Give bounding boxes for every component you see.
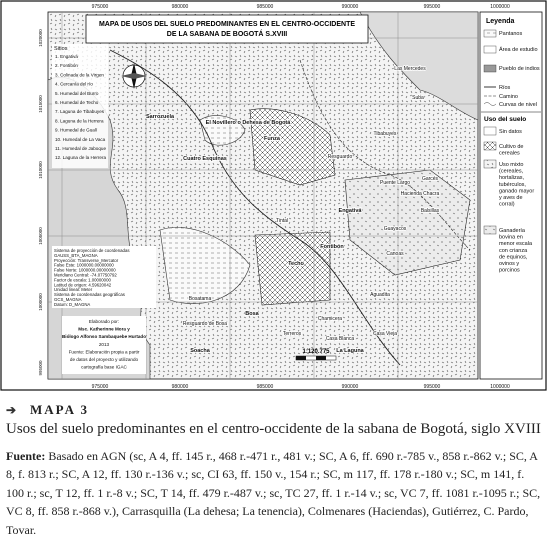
legend-swatch-area — [484, 46, 496, 53]
left-coordinate-label: 1005000 — [38, 227, 43, 245]
place-name: Resguardo de Bosa — [182, 321, 228, 327]
credits-line: de datos del proyecto y utilizando — [69, 357, 139, 362]
map-title-line2: DE LA SABANA DE BOGOTÁ S.XVIII — [166, 31, 288, 38]
site-item: 12. Laguna de la Herrera — [55, 155, 107, 161]
site-item: 1. Engativá — [55, 54, 78, 59]
cereal-area-2 — [255, 232, 330, 305]
credits-line: Fuente: Elaboración propia a partir — [68, 349, 140, 355]
credits-line: cartografía base IGAC — [81, 364, 127, 370]
place-name: Casa Vieja — [372, 331, 398, 337]
place-name: Hacienda Chacra — [400, 191, 440, 197]
land-use-title: Uso del suelo — [484, 116, 527, 123]
legend-swatch-mixto — [484, 160, 496, 168]
coordinate-system-line: Latitud de origen: 4.59620042 — [54, 282, 112, 288]
site-item: 9. Humedal de Gualí — [55, 127, 98, 133]
figure-caption — [6, 402, 541, 539]
coordinate-system-line: GCS_MAGNA — [54, 297, 82, 302]
bottom-coordinate-label: 975000 — [91, 384, 109, 390]
top-coordinate-label: 980000 — [171, 4, 189, 10]
bottom-coordinate-label: 990000 — [341, 384, 359, 390]
place-name: Tintal — [275, 218, 289, 224]
place-name: Casa Blanca — [325, 336, 355, 342]
place-name: Suba — [412, 95, 424, 101]
credits-line: Biólogo Alfonso Sambaquebe Hurtado — [61, 334, 147, 340]
place-name: Engativá — [338, 208, 362, 214]
map-label-row — [6, 402, 541, 418]
legend-item: Pueblo de indios — [499, 66, 540, 72]
site-item: 11. Humedal de Jaboque — [55, 146, 106, 151]
site-item: 7. Laguna de Tibabuyes — [55, 109, 105, 115]
top-coordinate-label: 985000 — [256, 4, 274, 10]
arrow-icon: ➔ — [6, 403, 17, 417]
place-name: Techo — [288, 261, 304, 267]
land-use-item: Uso mixto (cereales, hortalizas, tubérculos, ganado mayor y aves de corral) — [499, 162, 535, 208]
place-name: Cuatro Esquinas — [183, 156, 227, 162]
legend-item: Área de estudio — [499, 47, 538, 53]
place-name: La Laguna — [336, 348, 364, 354]
place-name: Tibabuyes — [373, 131, 397, 137]
coordinate-system-line: Sistema de proyección de coordenadas — [54, 248, 130, 253]
coordinate-system-line: Datum: D_MAGNA — [54, 301, 91, 307]
land-use-item: Ganadería bovina en menor escala con crianza de equinos, ovinos y porcinos — [499, 228, 533, 274]
place-name: Sarrozuela — [145, 114, 175, 120]
place-name: Aguadita — [370, 292, 390, 298]
top-coordinate-label: 975000 — [91, 4, 109, 10]
left-coordinate-label: 1020000 — [38, 29, 43, 47]
place-name: Bosatama — [188, 296, 212, 302]
place-name: Resguardo — [327, 154, 353, 160]
place-name: Las Mercedes — [394, 66, 426, 72]
coordinate-system-line: Meridiano Central: -74.07750792 — [54, 272, 117, 278]
site-item: 3. Colinada de la Virgen — [55, 72, 104, 78]
legend-swatch-pantanos — [484, 30, 496, 37]
credits-line: Elaborado por: — [88, 319, 120, 324]
place-name: Garcés — [421, 176, 439, 182]
coordinate-system-line: Proyección: Transverse_Mercator — [54, 257, 119, 263]
title-box — [86, 15, 368, 43]
bottom-coordinate-label: 985000 — [256, 384, 274, 390]
bottom-coordinate-label: 980000 — [171, 384, 189, 390]
coordinate-system-line: GAUSS_BTA_MAGNA — [54, 252, 98, 258]
place-name: Funza — [264, 136, 280, 142]
legend-swatch-pueblo — [484, 65, 496, 72]
left-coordinate-label: 1000000 — [38, 293, 43, 311]
coordinate-system-line: Sistema de coordenadas geográficas — [54, 292, 125, 298]
source-paragraph — [6, 447, 541, 539]
top-coordinate-label: 1000000 — [490, 4, 510, 10]
scale-text: 1:120.775 — [302, 349, 330, 355]
top-coordinate-label: 995000 — [423, 4, 441, 10]
legend-swatch-sin-datos — [484, 127, 496, 135]
source-label: Fuente: — [6, 449, 46, 463]
place-name: Chamicera — [317, 316, 343, 322]
land-use-item: Sin datos — [499, 129, 522, 135]
legend-item: Camino — [499, 94, 518, 100]
site-item: 8. Laguna de la Herrera — [55, 118, 104, 124]
coordinate-system-line: False Norte: 1000000.00000000 — [54, 267, 116, 273]
site-item: 4. Cercanía del río — [55, 81, 93, 87]
site-item: 5. Humedal del Burro — [55, 90, 99, 96]
coordinate-system-line: False Este: 1000000.00000000 — [54, 262, 114, 268]
left-coordinate-label: 995000 — [38, 360, 43, 376]
place-name: Bosa — [245, 311, 259, 317]
land-use-item: Cultivo de cereales — [499, 144, 524, 157]
site-item: 6. Humedal de Techo — [55, 100, 99, 105]
legend — [480, 12, 542, 379]
legend-swatch-cereales — [484, 142, 496, 150]
sites-header: Sitios — [54, 46, 68, 52]
place-name: Guayacos — [383, 226, 407, 232]
caption-title: Usos del suelo predominantes en el centro-occidente de la sabana de Bogotá, siglo XVIII — [6, 421, 541, 437]
place-name: Balsillas — [420, 208, 440, 214]
legend-item: Ríos — [499, 85, 511, 91]
site-item: 10. Humedal de La Vaca — [55, 136, 106, 142]
credits-line: 2013 — [98, 341, 110, 347]
bottom-coordinate-label: 1000000 — [490, 384, 510, 390]
legend-swatch-ganaderia — [484, 226, 496, 234]
left-coordinate-label: 1010000 — [38, 161, 43, 179]
top-coordinate-label: 990000 — [341, 4, 359, 10]
coordinate-system-line: Unidad lineal: Meter — [54, 287, 93, 293]
place-name: Soacha — [190, 348, 210, 354]
coordinate-system-line: Factor de escala: 1.00000000 — [54, 277, 111, 283]
place-name: Fontibón — [320, 244, 344, 250]
legend-title: Leyenda — [486, 18, 515, 25]
place-name: Canoas — [386, 251, 404, 257]
place-name: El Novillero o Dehesa de Bogotá — [205, 120, 291, 126]
credits-line: Msc. Katherinne Mora y — [78, 326, 130, 332]
source-text: Basado en AGN (sc, A 4, ff. 145 r., 468 r.-471 r., 481 v.; SC, A 6, ff. 690 r.-785 v., 858 r.-862 v.; SC, A 8, f. 813 r.; SC, A 12, ff. 130 r.-136 v.; sc, CI 63, ff. 150 v., 154 r.; SC, m 117, ff. 178 r.-180 v.; SC, m 141, f. 100 r.; sc, T 12, ff. 1 r.-8 v.; SC, T 14, ff. 479 r.-487 v.; sc, TC 27, ff. 1 r.-14 v.; sc, VC 7, ff. 1081 r.-1095 r.; SC, VC 8, ff. 858 r.-868 v.), Carrasquilla (La dehesa; La tenencia), Colmenares (Haciendas), Gutiérrez, C. Pardo, Tovar. — [6, 449, 541, 537]
place-name: Puente Largo — [379, 180, 411, 186]
map-title-line1: MAPA DE USOS DEL SUELO PREDOMINANTES EN EL CENTRO-OCCIDENTE — [98, 21, 356, 28]
left-coordinate-label: 1015000 — [38, 95, 43, 113]
map-number-label: MAPA 3 — [30, 402, 90, 417]
legend-item: Curvas de nivel — [499, 102, 537, 108]
legend-item: Pantanos — [499, 31, 523, 37]
bottom-coordinate-label: 995000 — [423, 384, 441, 390]
site-item: 2. Fontibón — [55, 63, 78, 69]
place-name: Terreros — [282, 331, 302, 337]
